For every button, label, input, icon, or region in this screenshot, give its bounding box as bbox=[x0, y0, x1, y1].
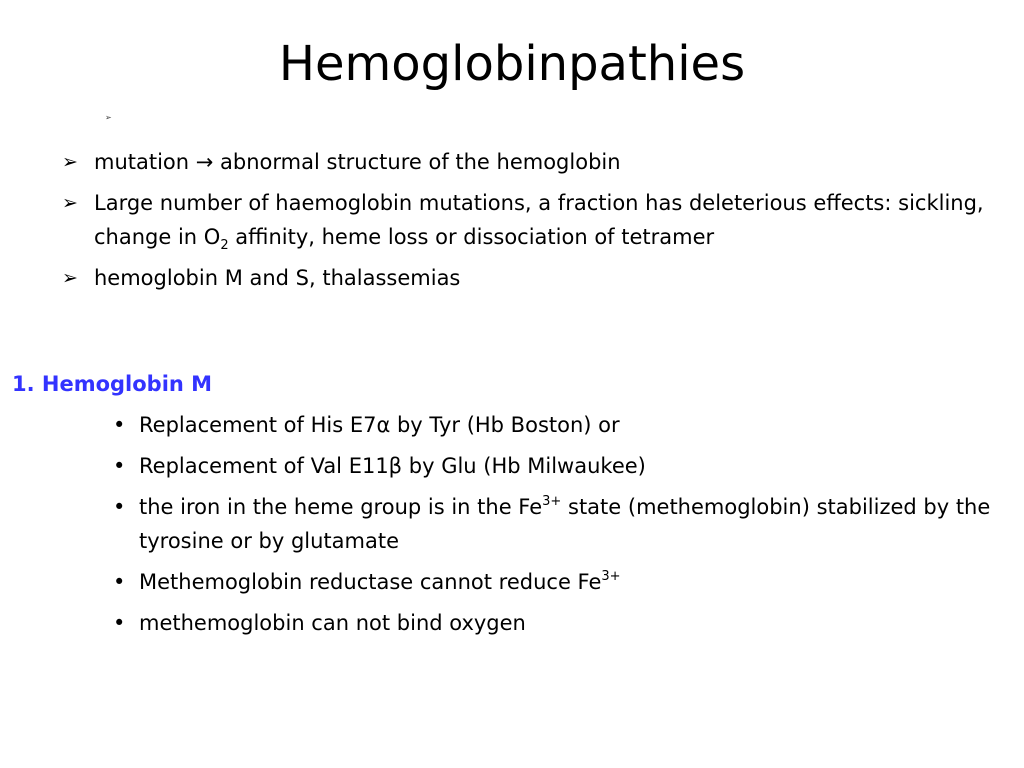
dot-bullet-text-part: state (methemoglobin) stabilized by the tyrosine or by glutamate bbox=[139, 495, 991, 553]
arrow-bullet-icon: ➢ bbox=[62, 192, 78, 214]
dot-bullet-item bbox=[113, 449, 1023, 483]
arrow-bullet-text-part: affinity, heme loss or dissociation of tetramer bbox=[228, 225, 715, 249]
dot-bullet-icon: • bbox=[113, 454, 126, 478]
dot-bullet-text bbox=[139, 490, 1023, 558]
slide-title: Hemoglobinpathies bbox=[278, 36, 746, 92]
dot-bullet-text-part: the iron in the heme group is in the Fe bbox=[139, 495, 543, 519]
subscript: 2 bbox=[220, 238, 229, 253]
dot-bullet-text: methemoglobin can not bind oxygen bbox=[139, 611, 526, 635]
superscript: 3+ bbox=[542, 494, 562, 509]
dot-bullet-item bbox=[113, 565, 1023, 599]
dot-bullet-icon: • bbox=[113, 495, 126, 519]
tiny-arrow-mark-icon: ➢ bbox=[105, 113, 112, 122]
dot-bullet-list bbox=[113, 408, 1023, 647]
dot-bullet-icon: • bbox=[113, 611, 126, 635]
dot-bullet-icon: • bbox=[113, 570, 126, 594]
arrow-bullet-icon: ➢ bbox=[62, 267, 78, 289]
arrow-bullet-text-part: Large number of haemoglobin mutations, a fraction has deleterious effects: sickling, change in O bbox=[94, 191, 984, 249]
arrow-bullet-text: mutation → abnormal structure of the hemoglobin bbox=[94, 150, 621, 174]
dot-bullet-icon: • bbox=[113, 413, 126, 437]
arrow-bullet-item bbox=[62, 261, 992, 295]
dot-bullet-text: Replacement of Val E11β by Glu (Hb Milwaukee) bbox=[139, 454, 646, 478]
arrow-bullet-text bbox=[94, 186, 992, 254]
arrow-bullet-icon: ➢ bbox=[62, 151, 78, 173]
dot-bullet-text-part: Methemoglobin reductase cannot reduce Fe bbox=[139, 570, 602, 594]
dot-bullet-text: Replacement of His E7α by Tyr (Hb Boston) or bbox=[139, 413, 620, 437]
dot-bullet-item bbox=[113, 490, 1023, 558]
arrow-bullet-item bbox=[62, 186, 992, 254]
dot-bullet-item bbox=[113, 408, 1023, 442]
arrow-bullet-list bbox=[62, 145, 992, 302]
superscript: 3+ bbox=[601, 569, 621, 584]
arrow-bullet-item bbox=[62, 145, 992, 179]
arrow-bullet-text: hemoglobin M and S, thalassemias bbox=[94, 266, 461, 290]
dot-bullet-text bbox=[139, 565, 1023, 599]
dot-bullet-item bbox=[113, 606, 1023, 640]
section-heading: 1. Hemoglobin M bbox=[12, 372, 213, 396]
